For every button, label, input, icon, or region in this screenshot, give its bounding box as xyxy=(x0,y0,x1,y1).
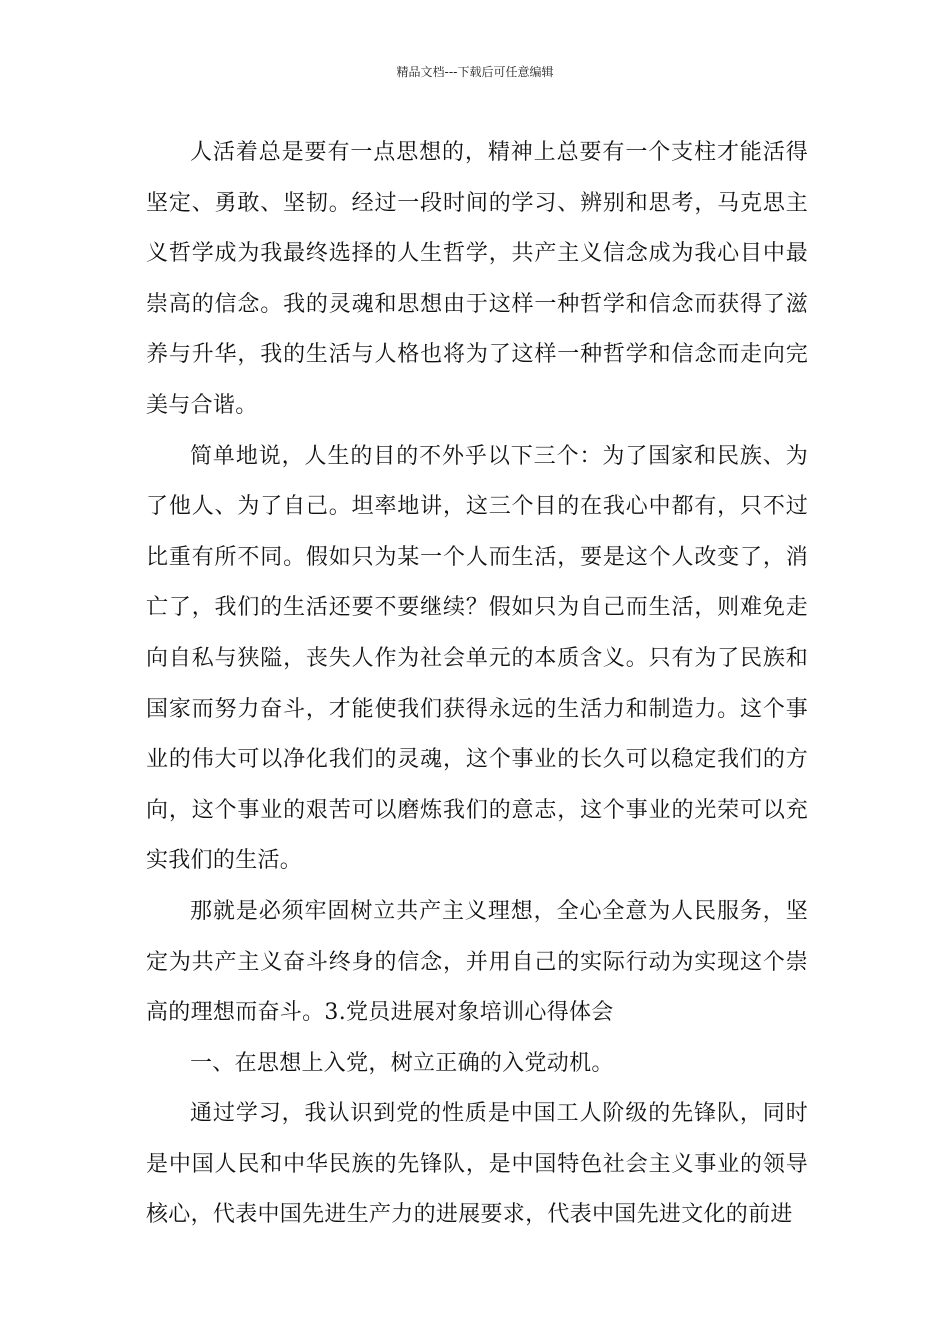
document-body xyxy=(146,128,808,1241)
paragraph-2: 简单地说，人生的目的不外乎以下三个：为了国家和民族、为了他人、为了自己。坦率地讲，这三个目的在我心中都有，只不过比重有所不同。假如只为某一个人而生活，要是这个人改变了，消亡了，我们的生活还要不要继续？假如只为自己而生活，则难免走向自私与狭隘，丧失人作为社会单元的本质含义。只有为了民族和国家而努力奋斗，才能使我们获得永远的生活力和制造力。这个事业的伟大可以净化我们的灵魂，这个事业的长久可以稳定我们的方向，这个事业的艰苦可以磨炼我们的意志，这个事业的光荣可以充实我们的生活。 xyxy=(146,443,808,874)
paragraph-1: 人活着总是要有一点思想的，精神上总要有一个支柱才能活得坚定、勇敢、坚韧。经过一段时间的学习、辨别和思考，马克思主义哲学成为我最终选择的人生哲学，共产主义信念成为我心目中最崇高的信念。我的灵魂和思想由于这样一种哲学和信念而获得了滋养与升华，我的生活与人格也将为了这样一种哲学和信念而走向完美与合谐。 xyxy=(146,140,808,418)
page-header: 精品文档---下载后可任意编辑 xyxy=(396,65,554,79)
paragraph-4: 一、在思想上入党，树立正确的入党动机。 xyxy=(190,1050,614,1076)
paragraph-5: 通过学习，我认识到党的性质是中国工人阶级的先锋队，同时是中国人民和中华民族的先锋队，是中国特色社会主义事业的领导核心，代表中国先进生产力的进展要求，代表中国先进文化的前进 xyxy=(146,1101,808,1228)
paragraph-3: 那就是必须牢固树立共产主义理想，全心全意为人民服务，坚定为共产主义奋斗终身的信念，并用自己的实际行动为实现这个崇高的理想而奋斗。3.党员进展对象培训心得体会 xyxy=(146,898,808,1026)
